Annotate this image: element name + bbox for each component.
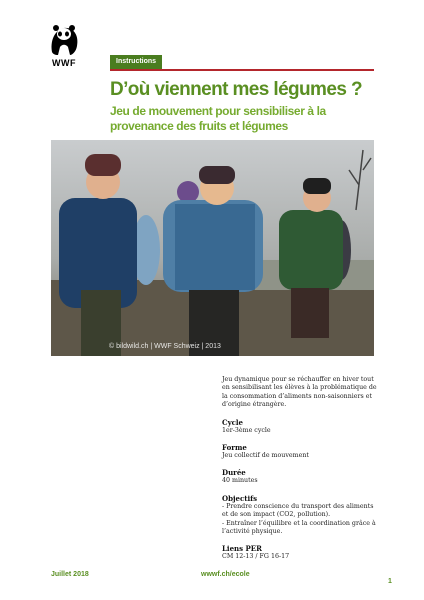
section-text: CM 12-13 / FG 16-17 [222,553,290,561]
intro-paragraph: Jeu dynamique pour se réchauffer en hiver tout en sensibilisant les élèves à la problématique de la consommation d’aliments non-saisonniers et d’origine étrangère. [222,376,377,409]
panda-icon [46,22,82,58]
section-heading: Liens PER [222,544,262,554]
page-title: D’où viennent mes légumes ? [110,79,362,100]
section-heading: Forme [222,443,247,453]
section-forme [222,443,380,460]
page-number: 1 [388,578,392,585]
section-heading: Cycle [222,417,244,427]
section-objectifs [222,494,380,537]
section-duree [222,468,380,485]
footer-date: Juillet 2018 [51,571,89,578]
logo-wordmark: WWF [52,58,76,68]
section-text: - Prendre conscience du transport des aliments et de son impact (CO2, pollution). [222,502,374,519]
document-type-badge: Instructions [110,55,162,69]
section-text: Jeu collectif de mouvement [222,452,309,460]
hero-photo [51,140,374,356]
children-running-illustration [51,140,374,356]
section-text: 40 minutes [222,477,258,485]
section-heading: Objectifs [222,493,258,503]
footer-url[interactable]: wwwf.ch/ecole [201,571,250,578]
section-heading: Durée [222,468,246,478]
page-subtitle: Jeu de mouvement pour sensibiliser à la provenance des fruits et légumes [110,104,326,133]
section-cycle [222,418,380,435]
section-text: - Entraîner l’équilibre et la coordination grâce à l’activité physique. [222,519,376,536]
section-liens-per [222,544,380,561]
info-column [222,376,380,562]
header-divider [110,69,374,71]
section-text: 1er-3ème cycle [222,426,271,434]
photo-credit: © bildwild.ch | WWF Schweiz | 2013 [109,343,221,350]
